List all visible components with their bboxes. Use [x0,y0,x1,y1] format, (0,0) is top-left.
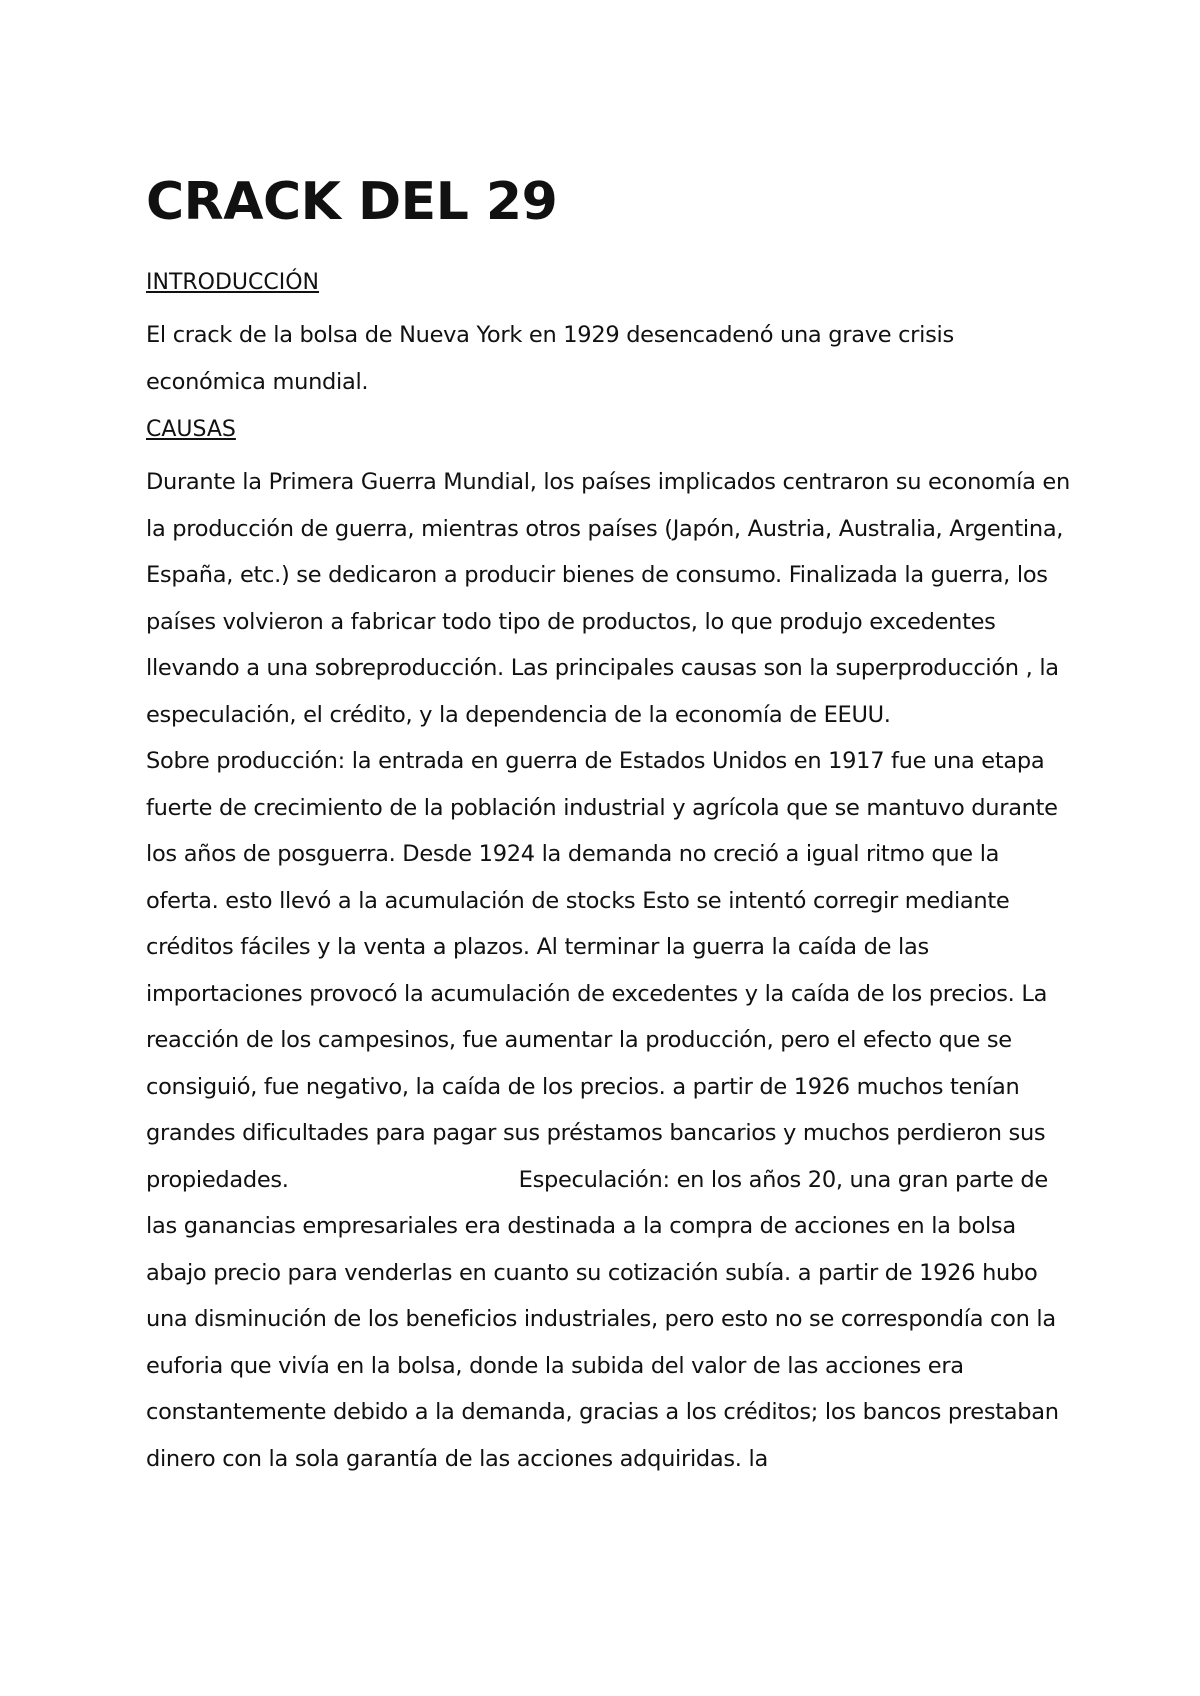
paragraph-causas-continuation [146,738,1076,1482]
paragraph-especulacion: Especulación: en los años 20, una gran parte de las ganancias empresariales era destinada a la compra de acciones en la bolsa abajo precio para venderlas en cuanto su cotización subía. a partir de 1926 hubo una disminución de los beneficios industriales, pero esto no se correspondía con la euforia que vivía en la bolsa, donde la subida del valor de las acciones era constantemente debido a la demanda, gracias a los créditos; los bancos prestaban dinero con la sola garantía de las acciones adquiridas. la [146,1166,1059,1472]
paragraph-causas-overview: Durante la Primera Guerra Mundial, los países implicados centraron su economía en la producción de guerra, mientras otros países (Japón, Austria, Australia, Argentina, España, etc.) se dedicaron a producir bienes de consumo. Finalizada la guerra, los países volvieron a fabricar todo tipo de productos, lo que produjo excedentes llevando a una sobreproducción. Las principales causas son la superproducción , la especulación, el crédito, y la dependencia de la economía de EEUU. [146,469,1070,728]
section-heading-causas: CAUSAS [146,417,236,442]
section-introduccion [146,268,1076,405]
paragraph-sobre-produccion: Sobre producción: la entrada en guerra de Estados Unidos en 1917 fue una etapa fuerte de crecimiento de la población industrial y agrícola que se mantuvo durante los años de posguerra. Desde 1924 la demanda no creció a igual ritmo que la oferta. esto llevó a la acumulación de stocks Esto se intentó corregir mediante créditos fáciles y la venta a plazos. Al terminar la guerra la caída de las importaciones provocó la acumulación de excedentes y la caída de los precios. La reacción de los campesinos, fue aumentar la producción, pero el efecto que se consiguió, fue negativo, la caída de los precios. a partir de 1926 muchos tenían grandes dificultades para pagar sus préstamos bancarios y muchos perdieron sus propiedades. [146,748,1058,1193]
document-title: CRACK DEL 29 [146,172,558,232]
section-causas [146,415,1076,1482]
section-heading-introduccion: INTRODUCCIÓN [146,270,320,295]
paragraph-introduccion: El crack de la bolsa de Nueva York en 1929 desencadenó una grave crisis económica mundial. [146,322,954,395]
document-page [146,170,1076,1482]
